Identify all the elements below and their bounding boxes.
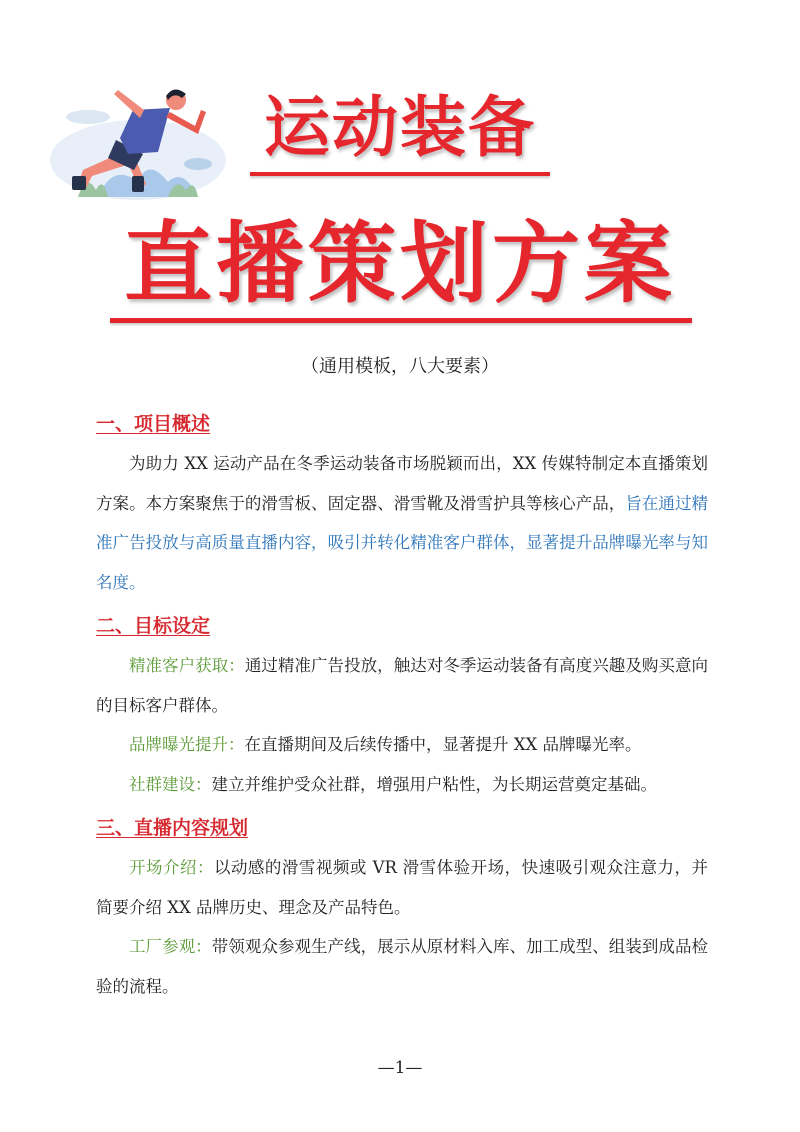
goal-item bbox=[96, 646, 708, 725]
goal-label: 社群建设： bbox=[129, 774, 212, 794]
runner-icon bbox=[48, 72, 228, 202]
section-heading: 三、直播内容规划 bbox=[96, 817, 249, 839]
document-body bbox=[96, 404, 708, 1006]
plan-item bbox=[96, 848, 708, 927]
goal-text: 在直播期间及后续传播中，显著提升 XX 品牌曝光率。 bbox=[244, 735, 642, 754]
title-line-2: 直播策划方案 bbox=[123, 212, 676, 315]
runner-illustration bbox=[48, 72, 228, 202]
goal-label: 品牌曝光提升： bbox=[129, 735, 245, 754]
section-goals bbox=[96, 606, 708, 804]
goal-item bbox=[96, 765, 708, 805]
title-line-1: 运动装备 bbox=[264, 89, 536, 166]
title-1-underline bbox=[250, 172, 550, 176]
section-heading: 二、目标设定 bbox=[96, 615, 211, 637]
goal-label: 精准客户获取： bbox=[129, 656, 245, 675]
plan-label: 工厂参观： bbox=[129, 937, 212, 956]
section-content-plan bbox=[96, 808, 708, 1006]
plan-text: 带领观众参观生产线，展示从原材料入库、加工成型、组装到成品检验的流程。 bbox=[96, 937, 709, 996]
subtitle: （通用模板，八大要素） bbox=[301, 356, 499, 377]
plan-item bbox=[96, 927, 708, 1006]
overview-paragraph bbox=[96, 444, 708, 602]
overview-text: 为助力 XX 运动产品在冬季运动装备市场脱颖而出，XX 传媒特制定本直播策划方案。本方案聚焦于的滑雪板、固定器、滑雪靴及滑雪护具等核心产品， bbox=[96, 454, 708, 513]
goal-text: 建立并维护受众社群，增强用户粘性，为长期运营奠定基础。 bbox=[211, 774, 657, 794]
section-overview bbox=[96, 404, 708, 602]
plan-text: 以动感的滑雪视频或 VR 滑雪体验开场，快速吸引观众注意力，并简要介绍 XX 品牌历史、理念及产品特色。 bbox=[96, 858, 708, 917]
section-heading: 一、项目概述 bbox=[96, 413, 211, 435]
goal-text: 通过精准广告投放，触达对冬季运动装备有高度兴趣及购买意向的目标客户群体。 bbox=[96, 656, 709, 715]
title-2-underline bbox=[110, 318, 692, 323]
page-number: —1— bbox=[377, 1058, 423, 1078]
plan-label: 开场介绍： bbox=[129, 858, 214, 877]
overview-highlight: 旨在通过精准广告投放与高质量直播内容，吸引并转化精准客户群体，显著提升品牌曝光率与知名度。 bbox=[96, 493, 709, 592]
goal-item bbox=[96, 725, 708, 765]
